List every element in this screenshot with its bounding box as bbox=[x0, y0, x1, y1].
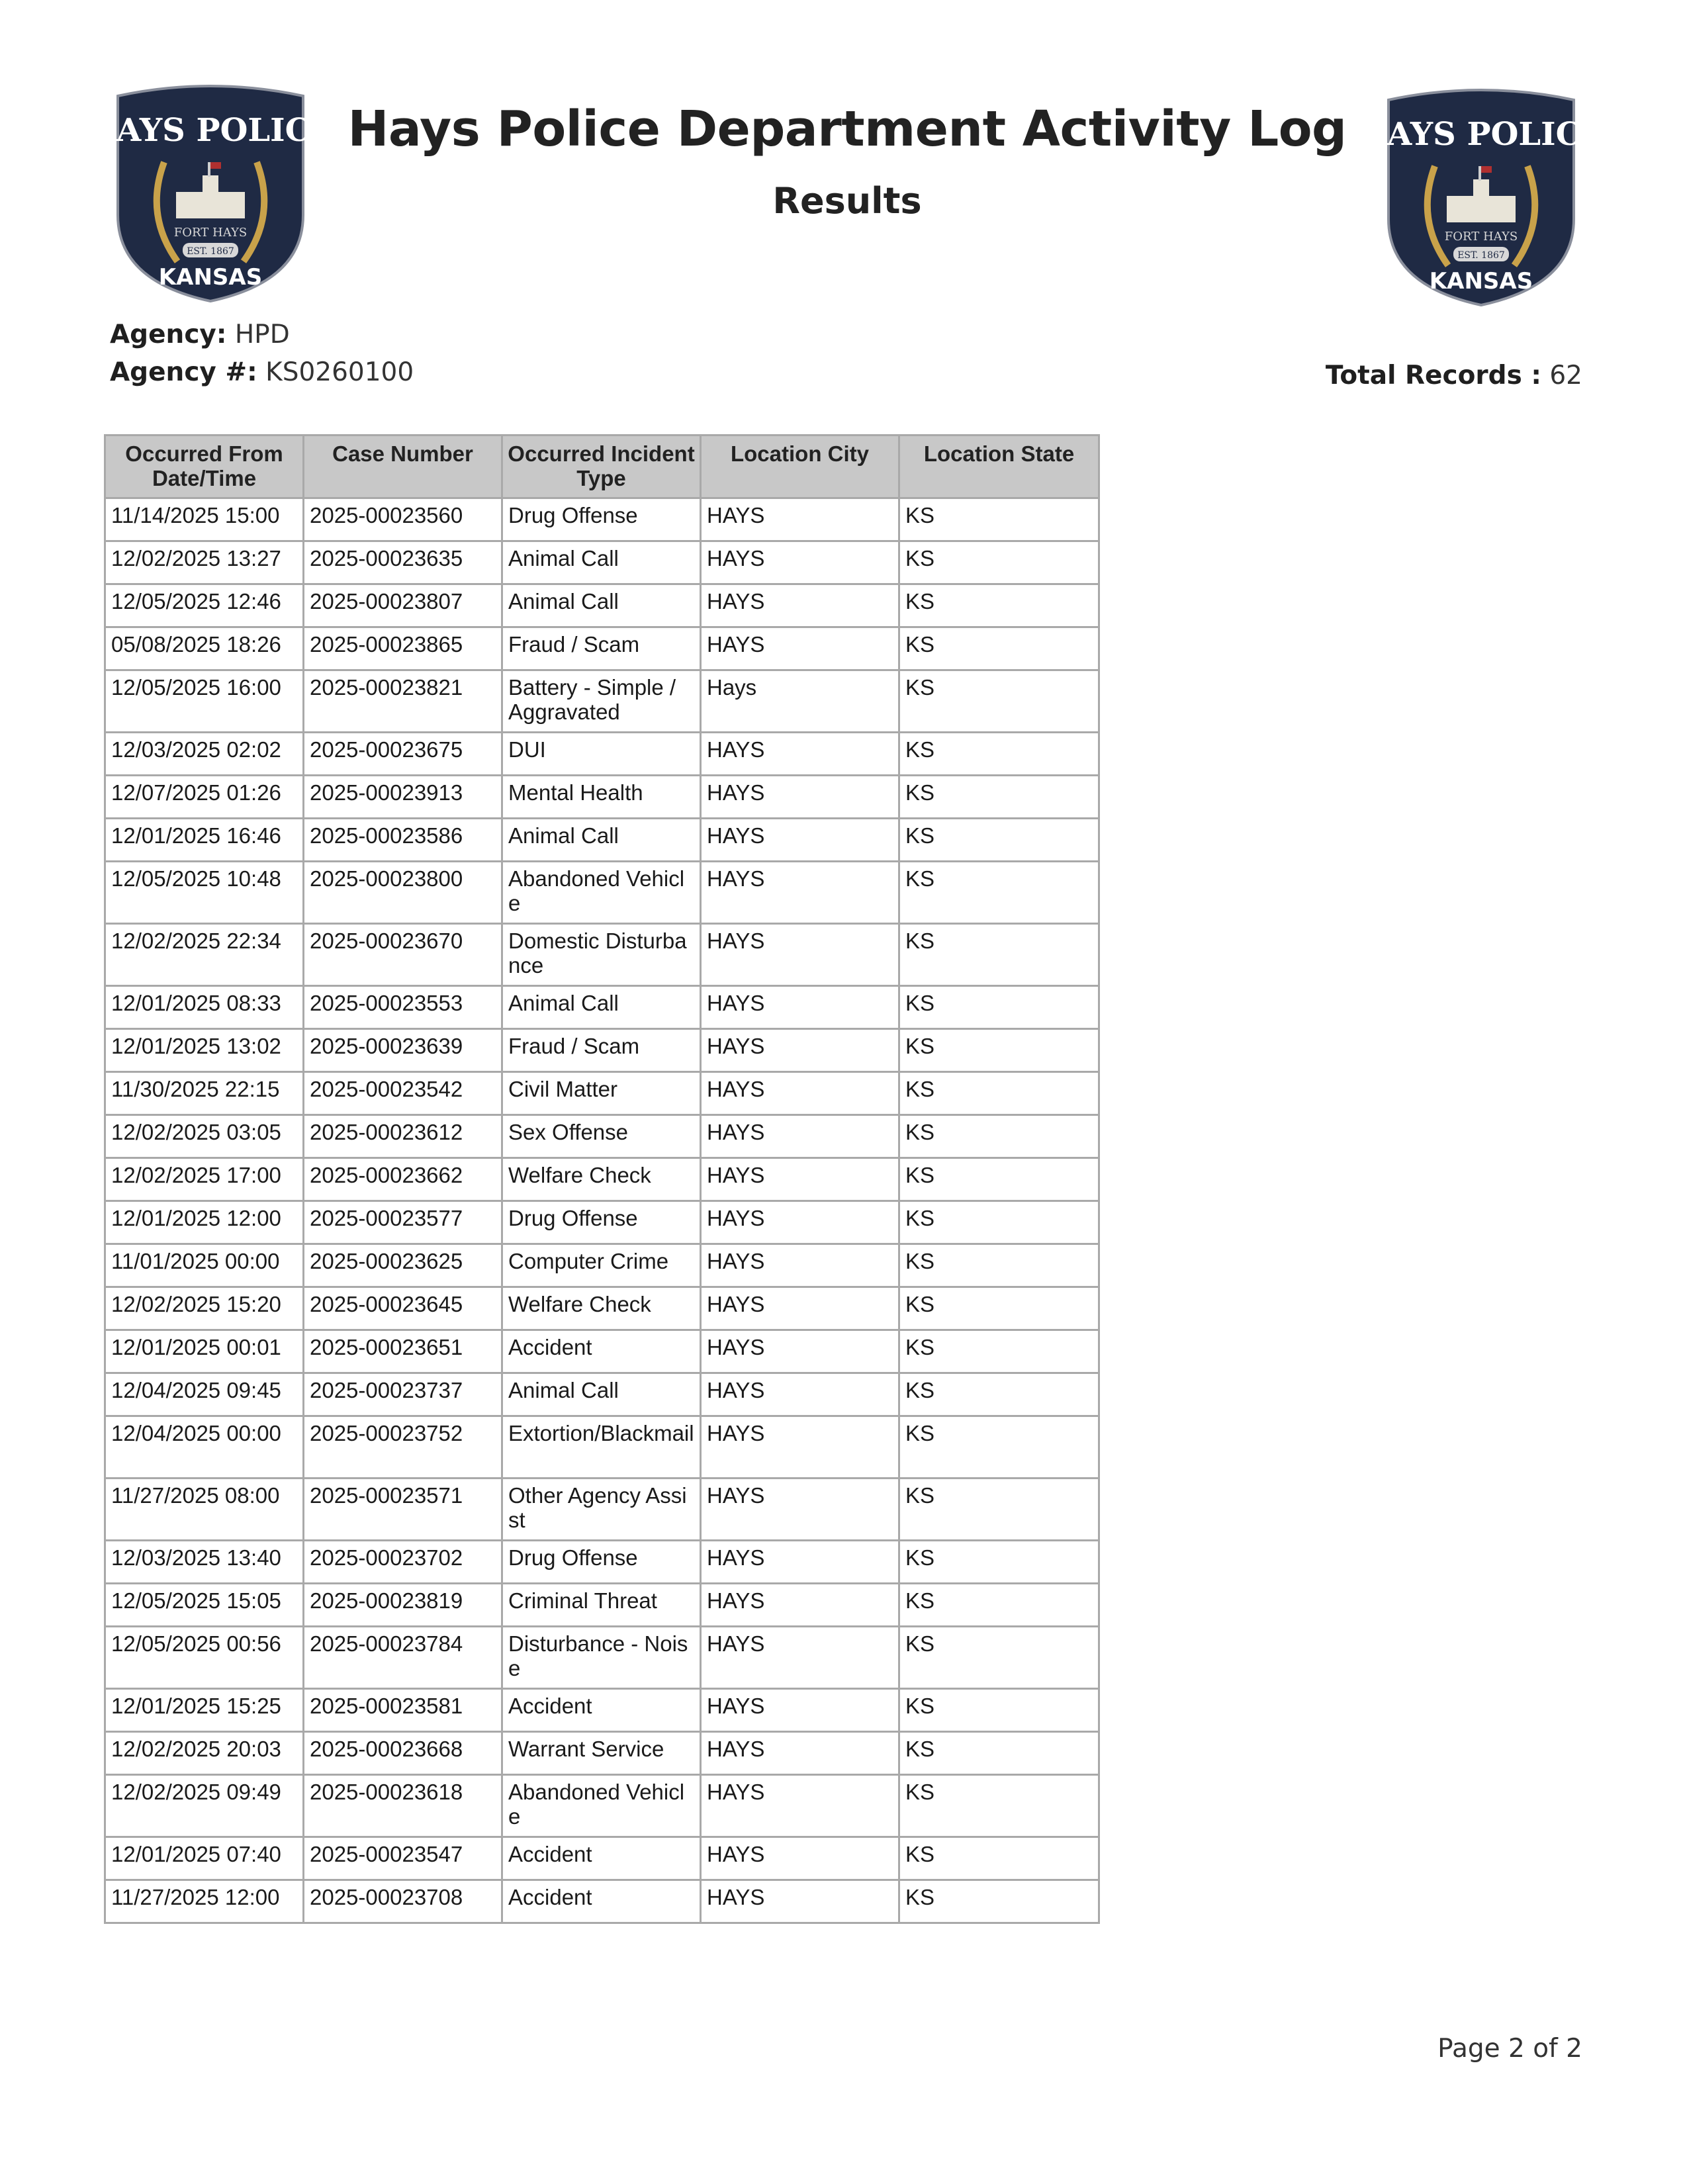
agency-line bbox=[110, 320, 290, 349]
cell-incident-type: Animal Call bbox=[502, 541, 701, 584]
total-records bbox=[1326, 361, 1582, 390]
cell-location-city: HAYS bbox=[701, 776, 899, 819]
cell-occurred-from: 12/02/2025 13:27 bbox=[105, 541, 304, 584]
hays-police-badge-right bbox=[1357, 87, 1606, 309]
cell-case-number: 2025-00023800 bbox=[304, 862, 502, 924]
table-row bbox=[105, 1880, 1099, 1923]
cell-occurred-from: 12/04/2025 09:45 bbox=[105, 1373, 304, 1416]
cell-incident-type: Accident bbox=[502, 1880, 701, 1923]
column-header-location-city: Location City bbox=[701, 435, 899, 498]
cell-case-number: 2025-00023581 bbox=[304, 1689, 502, 1732]
cell-location-state: KS bbox=[899, 1115, 1099, 1158]
table-row bbox=[105, 1479, 1099, 1541]
table-row bbox=[105, 1072, 1099, 1115]
cell-incident-type: Extortion/Blackmail bbox=[502, 1416, 701, 1479]
cell-occurred-from: 12/03/2025 02:02 bbox=[105, 733, 304, 776]
agency-value: HPD bbox=[226, 320, 290, 349]
cell-case-number: 2025-00023553 bbox=[304, 986, 502, 1029]
cell-incident-type: Accident bbox=[502, 1330, 701, 1373]
cell-location-state: KS bbox=[899, 924, 1099, 986]
cell-incident-type: Accident bbox=[502, 1689, 701, 1732]
cell-location-city: HAYS bbox=[701, 986, 899, 1029]
cell-case-number: 2025-00023821 bbox=[304, 670, 502, 733]
table-row bbox=[105, 924, 1099, 986]
agency-number-label: Agency #: bbox=[110, 357, 257, 387]
table-row bbox=[105, 1775, 1099, 1837]
cell-location-state: KS bbox=[899, 1373, 1099, 1416]
cell-occurred-from: 12/01/2025 13:02 bbox=[105, 1029, 304, 1072]
cell-occurred-from: 11/14/2025 15:00 bbox=[105, 498, 304, 541]
table-row bbox=[105, 1732, 1099, 1775]
cell-location-city: HAYS bbox=[701, 1287, 899, 1330]
cell-case-number: 2025-00023784 bbox=[304, 1627, 502, 1689]
badge-middle-text: FORT HAYS bbox=[173, 226, 248, 240]
badge-top-text: HAYS POLICE bbox=[1357, 116, 1606, 153]
cell-location-state: KS bbox=[899, 1627, 1099, 1689]
cell-occurred-from: 11/01/2025 00:00 bbox=[105, 1244, 304, 1287]
table-row bbox=[105, 1689, 1099, 1732]
cell-incident-type: Animal Call bbox=[502, 1373, 701, 1416]
cell-case-number: 2025-00023560 bbox=[304, 498, 502, 541]
cell-location-city: HAYS bbox=[701, 819, 899, 862]
cell-location-city: HAYS bbox=[701, 733, 899, 776]
table-row bbox=[105, 498, 1099, 541]
cell-location-state: KS bbox=[899, 1837, 1099, 1880]
cell-incident-type: Fraud / Scam bbox=[502, 1029, 701, 1072]
cell-location-state: KS bbox=[899, 1330, 1099, 1373]
cell-occurred-from: 12/05/2025 15:05 bbox=[105, 1584, 304, 1627]
badge-bottom-text: KANSAS bbox=[158, 264, 263, 291]
cell-occurred-from: 12/02/2025 03:05 bbox=[105, 1115, 304, 1158]
cell-location-state: KS bbox=[899, 541, 1099, 584]
cell-location-city: HAYS bbox=[701, 1689, 899, 1732]
cell-incident-type: Welfare Check bbox=[502, 1287, 701, 1330]
cell-incident-type: Abandoned Vehicle bbox=[502, 1775, 701, 1837]
table-row bbox=[105, 1416, 1099, 1479]
table-row bbox=[105, 1627, 1099, 1689]
table-row bbox=[105, 1158, 1099, 1201]
cell-case-number: 2025-00023708 bbox=[304, 1880, 502, 1923]
column-header-occurred-from: Occurred From Date/Time bbox=[105, 435, 304, 498]
cell-occurred-from: 12/07/2025 01:26 bbox=[105, 776, 304, 819]
cell-location-state: KS bbox=[899, 1775, 1099, 1837]
cell-case-number: 2025-00023752 bbox=[304, 1416, 502, 1479]
cell-case-number: 2025-00023651 bbox=[304, 1330, 502, 1373]
column-header-location-state: Location State bbox=[899, 435, 1099, 498]
cell-location-state: KS bbox=[899, 1029, 1099, 1072]
cell-location-state: KS bbox=[899, 1244, 1099, 1287]
cell-location-state: KS bbox=[899, 1287, 1099, 1330]
cell-case-number: 2025-00023865 bbox=[304, 627, 502, 670]
cell-case-number: 2025-00023625 bbox=[304, 1244, 502, 1287]
cell-occurred-from: 12/05/2025 00:56 bbox=[105, 1627, 304, 1689]
badge-est-text: EST. 1867 bbox=[1457, 250, 1505, 261]
cell-incident-type: Animal Call bbox=[502, 584, 701, 627]
cell-location-state: KS bbox=[899, 1072, 1099, 1115]
cell-occurred-from: 12/01/2025 00:01 bbox=[105, 1330, 304, 1373]
cell-case-number: 2025-00023675 bbox=[304, 733, 502, 776]
table-row bbox=[105, 862, 1099, 924]
cell-location-state: KS bbox=[899, 1689, 1099, 1732]
cell-incident-type: Computer Crime bbox=[502, 1244, 701, 1287]
cell-case-number: 2025-00023571 bbox=[304, 1479, 502, 1541]
table-row bbox=[105, 1201, 1099, 1244]
cell-location-city: HAYS bbox=[701, 1330, 899, 1373]
cell-incident-type: DUI bbox=[502, 733, 701, 776]
cell-occurred-from: 05/08/2025 18:26 bbox=[105, 627, 304, 670]
cell-location-city: HAYS bbox=[701, 1201, 899, 1244]
cell-occurred-from: 12/03/2025 13:40 bbox=[105, 1541, 304, 1584]
badge-bottom-text: KANSAS bbox=[1429, 268, 1533, 295]
cell-case-number: 2025-00023670 bbox=[304, 924, 502, 986]
cell-location-state: KS bbox=[899, 670, 1099, 733]
page-title: Hays Police Department Activity Log bbox=[347, 101, 1347, 158]
cell-incident-type: Abandoned Vehicle bbox=[502, 862, 701, 924]
table-row bbox=[105, 819, 1099, 862]
cell-incident-type: Mental Health bbox=[502, 776, 701, 819]
cell-location-city: HAYS bbox=[701, 541, 899, 584]
cell-location-state: KS bbox=[899, 862, 1099, 924]
agency-number-value: KS0260100 bbox=[257, 357, 414, 387]
table-row bbox=[105, 1837, 1099, 1880]
cell-location-state: KS bbox=[899, 1584, 1099, 1627]
cell-case-number: 2025-00023645 bbox=[304, 1287, 502, 1330]
cell-case-number: 2025-00023662 bbox=[304, 1158, 502, 1201]
cell-location-city: HAYS bbox=[701, 1072, 899, 1115]
table-row bbox=[105, 1584, 1099, 1627]
table-row bbox=[105, 1244, 1099, 1287]
agency-number-line bbox=[110, 357, 414, 387]
cell-occurred-from: 12/02/2025 09:49 bbox=[105, 1775, 304, 1837]
cell-incident-type: Drug Offense bbox=[502, 1541, 701, 1584]
hays-police-badge-left bbox=[86, 83, 335, 305]
cell-occurred-from: 12/04/2025 00:00 bbox=[105, 1416, 304, 1479]
cell-case-number: 2025-00023737 bbox=[304, 1373, 502, 1416]
cell-incident-type: Disturbance - Noise bbox=[502, 1627, 701, 1689]
cell-occurred-from: 12/02/2025 20:03 bbox=[105, 1732, 304, 1775]
cell-location-city: HAYS bbox=[701, 1115, 899, 1158]
cell-location-state: KS bbox=[899, 776, 1099, 819]
cell-incident-type: Sex Offense bbox=[502, 1115, 701, 1158]
cell-location-city: HAYS bbox=[701, 862, 899, 924]
cell-case-number: 2025-00023639 bbox=[304, 1029, 502, 1072]
cell-occurred-from: 11/30/2025 22:15 bbox=[105, 1072, 304, 1115]
cell-case-number: 2025-00023547 bbox=[304, 1837, 502, 1880]
cell-location-city: HAYS bbox=[701, 1837, 899, 1880]
activity-log-table bbox=[104, 434, 1100, 1924]
table-row bbox=[105, 1287, 1099, 1330]
cell-location-state: KS bbox=[899, 1541, 1099, 1584]
cell-location-state: KS bbox=[899, 819, 1099, 862]
cell-location-city: HAYS bbox=[701, 1584, 899, 1627]
table-row bbox=[105, 627, 1099, 670]
cell-occurred-from: 12/02/2025 15:20 bbox=[105, 1287, 304, 1330]
cell-location-state: KS bbox=[899, 1479, 1099, 1541]
cell-occurred-from: 12/01/2025 16:46 bbox=[105, 819, 304, 862]
column-header-incident-type: Occurred Incident Type bbox=[502, 435, 701, 498]
cell-case-number: 2025-00023807 bbox=[304, 584, 502, 627]
cell-incident-type: Domestic Disturbance bbox=[502, 924, 701, 986]
cell-location-city: HAYS bbox=[701, 498, 899, 541]
cell-location-city: Hays bbox=[701, 670, 899, 733]
cell-incident-type: Other Agency Assist bbox=[502, 1479, 701, 1541]
cell-location-city: HAYS bbox=[701, 1029, 899, 1072]
cell-location-state: KS bbox=[899, 498, 1099, 541]
cell-incident-type: Warrant Service bbox=[502, 1732, 701, 1775]
cell-case-number: 2025-00023702 bbox=[304, 1541, 502, 1584]
cell-incident-type: Animal Call bbox=[502, 819, 701, 862]
cell-occurred-from: 11/27/2025 08:00 bbox=[105, 1479, 304, 1541]
badge-top-text: HAYS POLICE bbox=[86, 112, 335, 149]
table-row bbox=[105, 1029, 1099, 1072]
cell-location-state: KS bbox=[899, 986, 1099, 1029]
cell-incident-type: Accident bbox=[502, 1837, 701, 1880]
cell-occurred-from: 12/05/2025 16:00 bbox=[105, 670, 304, 733]
cell-location-city: HAYS bbox=[701, 1244, 899, 1287]
table-body bbox=[105, 498, 1099, 1923]
cell-occurred-from: 11/27/2025 12:00 bbox=[105, 1880, 304, 1923]
cell-location-state: KS bbox=[899, 627, 1099, 670]
cell-occurred-from: 12/02/2025 22:34 bbox=[105, 924, 304, 986]
cell-occurred-from: 12/02/2025 17:00 bbox=[105, 1158, 304, 1201]
page-number: Page 2 of 2 bbox=[1437, 2034, 1582, 2064]
cell-location-city: HAYS bbox=[701, 1479, 899, 1541]
table-row bbox=[105, 733, 1099, 776]
cell-case-number: 2025-00023819 bbox=[304, 1584, 502, 1627]
cell-location-city: HAYS bbox=[701, 1373, 899, 1416]
table-row bbox=[105, 1330, 1099, 1373]
cell-location-state: KS bbox=[899, 584, 1099, 627]
cell-case-number: 2025-00023542 bbox=[304, 1072, 502, 1115]
cell-incident-type: Battery - Simple / Aggravated bbox=[502, 670, 701, 733]
column-header-case-number: Case Number bbox=[304, 435, 502, 498]
cell-location-state: KS bbox=[899, 1880, 1099, 1923]
cell-incident-type: Welfare Check bbox=[502, 1158, 701, 1201]
cell-case-number: 2025-00023612 bbox=[304, 1115, 502, 1158]
cell-case-number: 2025-00023635 bbox=[304, 541, 502, 584]
cell-case-number: 2025-00023577 bbox=[304, 1201, 502, 1244]
cell-occurred-from: 12/01/2025 08:33 bbox=[105, 986, 304, 1029]
cell-incident-type: Civil Matter bbox=[502, 1072, 701, 1115]
table-row bbox=[105, 584, 1099, 627]
table-row bbox=[105, 1541, 1099, 1584]
cell-location-city: HAYS bbox=[701, 1880, 899, 1923]
cell-location-city: HAYS bbox=[701, 924, 899, 986]
cell-occurred-from: 12/05/2025 10:48 bbox=[105, 862, 304, 924]
cell-location-city: HAYS bbox=[701, 1541, 899, 1584]
cell-occurred-from: 12/01/2025 07:40 bbox=[105, 1837, 304, 1880]
cell-incident-type: Criminal Threat bbox=[502, 1584, 701, 1627]
table-row bbox=[105, 670, 1099, 733]
cell-occurred-from: 12/01/2025 15:25 bbox=[105, 1689, 304, 1732]
cell-case-number: 2025-00023913 bbox=[304, 776, 502, 819]
badge-est-text: EST. 1867 bbox=[187, 246, 234, 257]
cell-incident-type: Animal Call bbox=[502, 986, 701, 1029]
cell-location-city: HAYS bbox=[701, 1158, 899, 1201]
cell-location-city: HAYS bbox=[701, 1732, 899, 1775]
cell-occurred-from: 12/01/2025 12:00 bbox=[105, 1201, 304, 1244]
cell-incident-type: Fraud / Scam bbox=[502, 627, 701, 670]
table-header-row bbox=[105, 435, 1099, 498]
cell-occurred-from: 12/05/2025 12:46 bbox=[105, 584, 304, 627]
cell-location-city: HAYS bbox=[701, 1627, 899, 1689]
table-row bbox=[105, 1115, 1099, 1158]
cell-case-number: 2025-00023668 bbox=[304, 1732, 502, 1775]
table-row bbox=[105, 541, 1099, 584]
cell-location-state: KS bbox=[899, 1416, 1099, 1479]
cell-location-state: KS bbox=[899, 1201, 1099, 1244]
cell-location-state: KS bbox=[899, 733, 1099, 776]
cell-location-city: HAYS bbox=[701, 1775, 899, 1837]
cell-location-state: KS bbox=[899, 1732, 1099, 1775]
table-row bbox=[105, 776, 1099, 819]
table-row bbox=[105, 1373, 1099, 1416]
cell-case-number: 2025-00023586 bbox=[304, 819, 502, 862]
cell-incident-type: Drug Offense bbox=[502, 498, 701, 541]
cell-location-city: HAYS bbox=[701, 1416, 899, 1479]
cell-location-state: KS bbox=[899, 1158, 1099, 1201]
cell-location-city: HAYS bbox=[701, 627, 899, 670]
cell-location-city: HAYS bbox=[701, 584, 899, 627]
agency-label: Agency: bbox=[110, 320, 227, 349]
table-row bbox=[105, 986, 1099, 1029]
cell-incident-type: Drug Offense bbox=[502, 1201, 701, 1244]
page-subtitle: Results bbox=[772, 180, 922, 222]
total-records-value: 62 bbox=[1541, 361, 1582, 390]
cell-case-number: 2025-00023618 bbox=[304, 1775, 502, 1837]
badge-middle-text: FORT HAYS bbox=[1444, 230, 1518, 244]
total-records-label: Total Records : bbox=[1325, 361, 1541, 390]
